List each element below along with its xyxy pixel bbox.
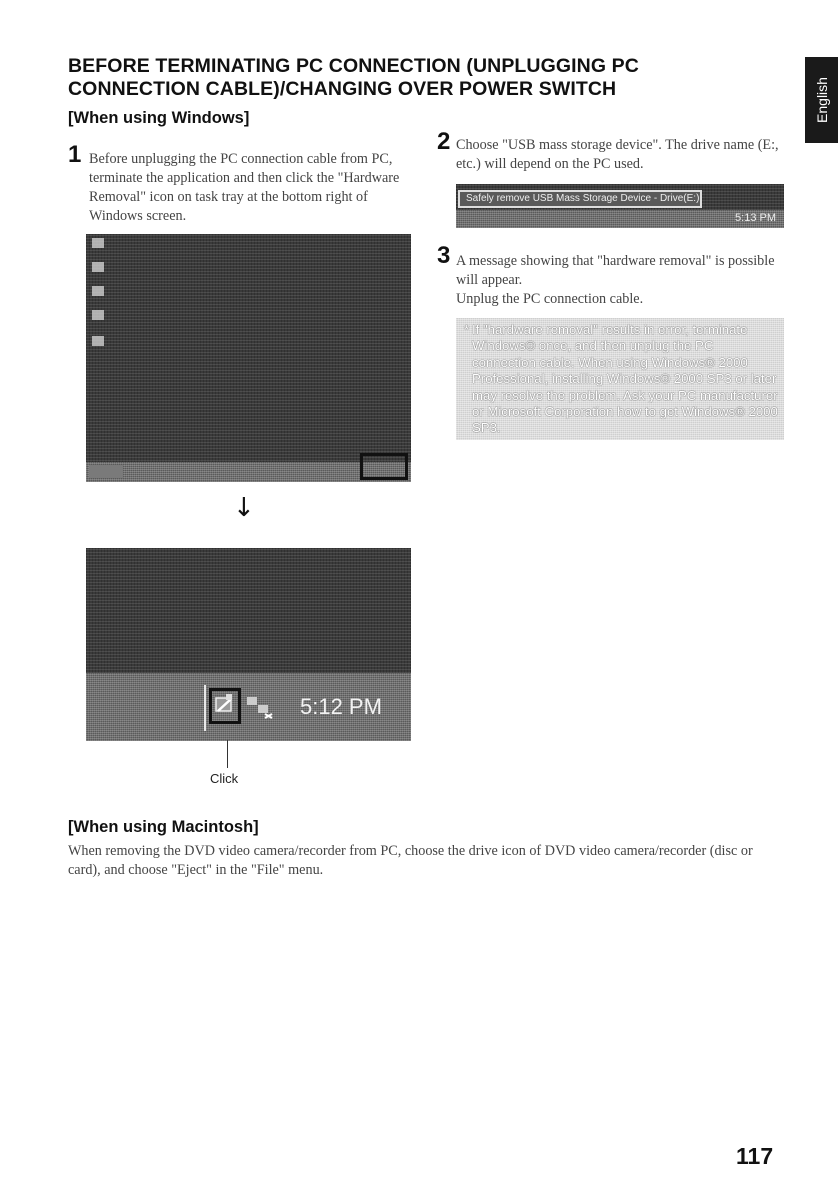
safely-remove-screenshot	[456, 184, 784, 228]
desktop-icon	[92, 336, 104, 346]
section-title	[68, 55, 768, 101]
section-title-line-1: BEFORE TERMINATING PC CONNECTION (UNPLUGGING PC	[68, 55, 639, 77]
macintosh-text: When removing the DVD video camera/recorder from PC, choose the drive icon of DVD video camera/recorder (disc or card), and choose "Eject" in the "File" menu.	[68, 843, 753, 878]
popup-clock: 5:13 PM	[735, 212, 776, 224]
section-title-line-2: CONNECTION CABLE)/CHANGING OVER POWER SWITCH	[68, 78, 617, 100]
desktop-icon	[92, 238, 104, 248]
down-arrow-icon: ↓	[233, 493, 255, 523]
popup-taskbar	[456, 210, 784, 228]
taskbar-separator	[204, 685, 206, 731]
note-box	[456, 318, 784, 440]
desktop-icon	[92, 262, 104, 272]
step-2-number: 2	[437, 128, 451, 155]
desktop-icon	[92, 286, 104, 296]
step-1-text: Before unplugging the PC connection cable from PC, terminate the application and then click the "Hardware Removal" icon on task tray at the bottom right of Windows screen.	[89, 151, 400, 224]
safely-remove-text: Safely remove USB Mass Storage Device - Drive(E:)	[466, 193, 700, 204]
hardware-removal-icon[interactable]	[212, 691, 238, 721]
click-pointer-line	[227, 740, 228, 768]
step-3-text-line-1: A message showing that "hardware removal" is possible will appear.	[456, 253, 775, 288]
note-text: If "hardware removal" results in error, terminate Windows® once, and then unplug the PC connection cable. When using Windows® 2000 Professional, installing Windows® 2000 SP3 or later may resolve the problem. Ask your PC manufacturer or Microsoft Corporation how to get Windows® 2000 SP3.	[472, 322, 778, 436]
macintosh-heading: [When using Macintosh]	[68, 818, 259, 836]
start-button	[89, 465, 123, 478]
step-2-text: Choose "USB mass storage device". The drive name (E:, etc.) will depend on the PC used.	[456, 137, 779, 172]
taskbar-clock: 5:12 PM	[300, 694, 382, 719]
zoomed-taskbar	[86, 673, 411, 741]
desktop-icon	[92, 310, 104, 320]
zoomed-desktop-screenshot	[86, 548, 411, 673]
windows-heading: [When using Windows]	[68, 109, 250, 127]
network-icon	[246, 695, 274, 719]
hardware-removal-icon-highlight	[209, 688, 241, 724]
tray-highlight-box	[360, 453, 408, 480]
step-1-number: 1	[68, 141, 82, 168]
windows-desktop-screenshot	[86, 234, 411, 482]
safely-remove-menu-item[interactable]	[458, 190, 702, 208]
step-3-text-line-2: Unplug the PC connection cable.	[456, 291, 644, 307]
note-star: *	[464, 322, 470, 337]
language-tab	[805, 57, 838, 143]
click-label: Click	[210, 771, 239, 786]
step-3-text	[456, 252, 786, 309]
page-number: 117	[736, 1143, 774, 1169]
language-tab-label: English	[813, 77, 830, 123]
step-3-number: 3	[437, 242, 451, 269]
